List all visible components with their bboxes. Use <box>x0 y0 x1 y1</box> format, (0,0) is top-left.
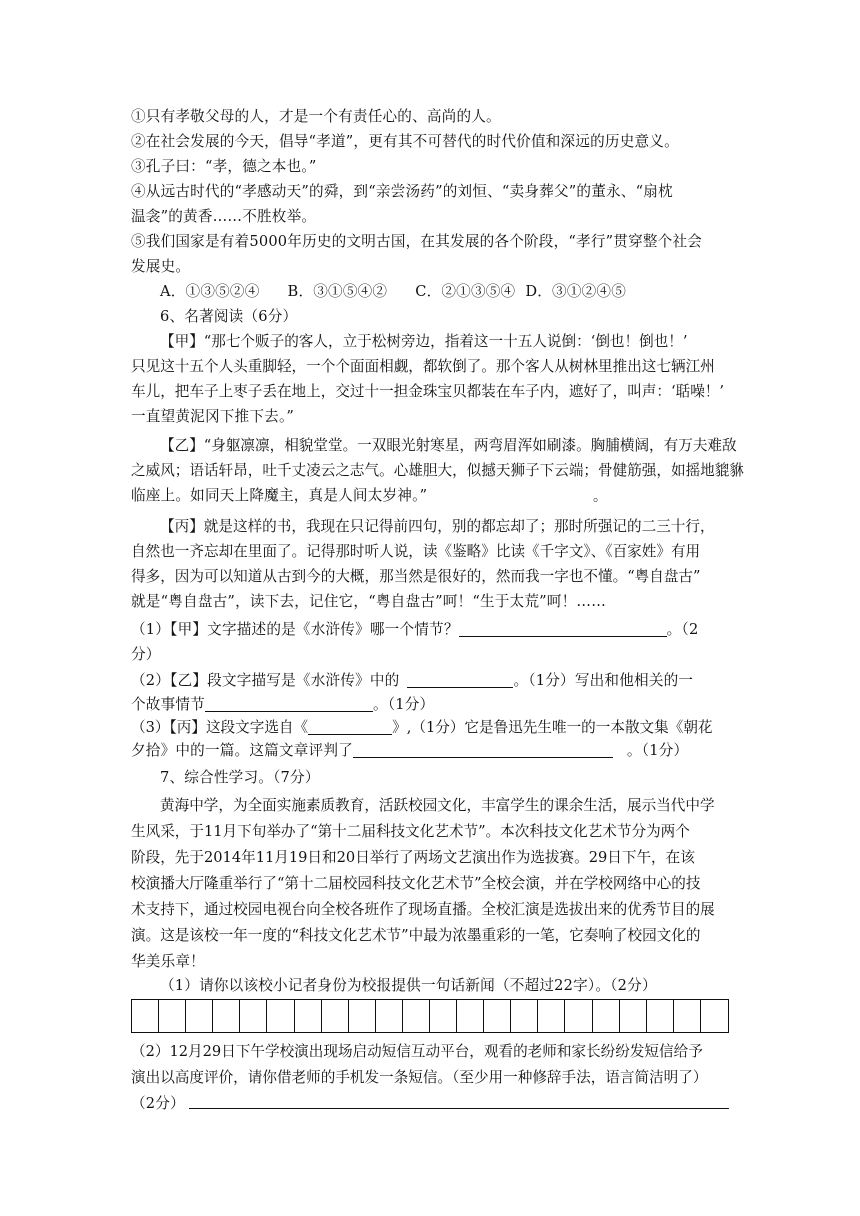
grid-cell[interactable] <box>132 1000 159 1032</box>
q7-para-line-1: 黄海中学，为全面实施素质教育，活跃校园文化，丰富学生的课余生活，展示当代中学 <box>160 797 715 814</box>
q6-heading: 6、名著阅读（6分） <box>160 308 298 325</box>
sms-answer-line[interactable] <box>189 1108 729 1109</box>
q6-bing-line-4: 就是“粤自盘古”，读下去，记住它，“粤自盘古”呵！“生于太荒”呵！…… <box>131 593 606 610</box>
q6-sub3-line-2 <box>131 741 731 761</box>
option-a[interactable]: A．①③⑤②④ <box>160 283 260 300</box>
q6-sub3-line-1 <box>131 718 731 738</box>
q6-sub3-score: 。（1分） <box>626 742 689 759</box>
grid-cell[interactable] <box>322 1000 349 1032</box>
q7-para-line-4: 校演播大厅隆重举行了“第十二届校园科技文化艺术节”全校会演，并在学校网络中心的技 <box>131 875 701 892</box>
grid-cell[interactable] <box>186 1000 213 1032</box>
q6-jia-line-2: 只见这十五个人头重脚轻，一个个面面相觑，都软倒了。那个客人从树林里推出这七辆江州 <box>131 358 715 375</box>
q6-sub1-question: （1）【甲】文字描述的是《水浒传》哪一个情节？ <box>131 621 459 638</box>
grid-cell[interactable] <box>295 1000 322 1032</box>
grid-cell[interactable] <box>647 1000 674 1032</box>
q6-sub3-critique-label: 夕拾》中的一篇。这篇文章评判了 <box>131 742 353 759</box>
q6-yi-line-2: 之威风；语话轩昂，吐千丈凌云之志气。心雄胆大，似撼天狮子下云端；骨健筋强，如摇地貔貅 <box>131 462 744 479</box>
item-2: ②在社会发展的今天，倡导“孝道”，更有其不可替代的时代价值和深远的历史意义。 <box>131 133 679 150</box>
q7-sub2-line-3: （2分） <box>131 1095 185 1112</box>
grid-cell[interactable] <box>593 1000 620 1032</box>
q6-sub1-answer-blank[interactable] <box>459 620 667 637</box>
grid-cell[interactable] <box>403 1000 430 1032</box>
q6-sub2-line-2 <box>131 695 731 715</box>
q7-sub1: （1）请你以该校小记者身份为校报提供一句话新闻（不超过22字）。（2分） <box>160 977 657 994</box>
news-answer-grid[interactable] <box>131 999 729 1033</box>
q6-sub2-question: （2）【乙】段文字描写是《水浒传》中的 <box>131 672 400 689</box>
option-b[interactable]: B．③①⑤④② <box>287 283 388 300</box>
q7-heading: 7、综合性学习。（7分） <box>160 769 320 786</box>
grid-cell[interactable] <box>240 1000 267 1032</box>
grid-cell[interactable] <box>620 1000 647 1032</box>
grid-cell[interactable] <box>511 1000 538 1032</box>
q6-sub1-score-cont: 分） <box>131 646 161 663</box>
q6-sub1 <box>131 620 731 640</box>
grid-cell[interactable] <box>538 1000 565 1032</box>
q7-sub2-line-2: 演出以高度评价，请你借老师的手机发一条短信。（至少用一种修辞手法，语言简洁明了） <box>131 1069 708 1086</box>
grid-cell[interactable] <box>159 1000 186 1032</box>
q6-sub3-followup: 》,（1分）它是鲁迅先生唯一的一本散文集《朝花 <box>392 719 713 736</box>
grid-cell[interactable] <box>376 1000 403 1032</box>
q7-para-line-7: 华美乐章！ <box>131 953 205 970</box>
grid-cell[interactable] <box>349 1000 376 1032</box>
q6-sub3-question: （3）【丙】这段文字选自《 <box>131 719 309 736</box>
q6-jia-line-3: 车儿，把车子上枣子丢在地上，交过十一担金珠宝贝都装在车子内，遮好了，叫声：‘聒噪！’ <box>131 383 725 400</box>
q6-bing-line-3: 得多，因为可以知道从古到今的大概，那当然是很好的，然而我一字也不懂。“粤自盘古” <box>131 568 701 585</box>
grid-cell[interactable] <box>484 1000 511 1032</box>
q6-jia-line-4: 一直望黄泥冈下推下去。” <box>131 408 295 425</box>
q6-yi-line-3: 临座上。如同天上降魔主，真是人间太岁神。” <box>131 487 428 504</box>
q6-sub2-story-label: 个故事情节 <box>131 696 205 713</box>
stray-period: 。 <box>593 489 607 505</box>
item-1: ①只有孝敬父母的人，才是一个有责任心的、高尚的人。 <box>131 108 501 125</box>
q6-sub2-story-blank[interactable] <box>205 695 373 712</box>
q7-para-line-5: 术支持下，通过校园电视台向全校各班作了现场直播。全校汇演是选拔出来的优秀节目的展 <box>131 901 715 918</box>
q7-para-line-2: 生风采，于11月下旬举办了“第十二届科技文化艺术节”。本次科技文化艺术节分为两个 <box>131 823 690 840</box>
q6-bing-line-2: 自然也一齐忘却在里面了。记得那时听人说，读《鉴略》比读《千字文》、《百家姓》有用 <box>131 543 701 560</box>
q6-sub1-score: 。（2 <box>666 621 699 638</box>
q6-sub2-followup: 。（1分）写出和他相关的一 <box>513 672 694 689</box>
q7-para-line-6: 演。这是该校一年一度的“科技文化艺术节”中最为浓墨重彩的一笔，它奏响了校园文化的 <box>131 927 701 944</box>
item-5-line-1: ⑤我们国家是有着5000年历史的文明古国，在其发展的各个阶段，“孝行”贯穿整个社会 <box>131 233 703 250</box>
q6-jia-line-1: 【甲】“那七个贩子的客人，立于松树旁边，指着这一十五人说倒：‘倒也！倒也！’ <box>160 333 688 350</box>
answer-options <box>160 282 760 302</box>
q6-sub3-title-blank[interactable] <box>308 718 392 735</box>
q6-yi-line-1: 【乙】“身躯凛凛，相貌堂堂。一双眼光射寒星，两弯眉浑如刷漆。胸脯横阔，有万夫难敌 <box>160 437 737 454</box>
q6-sub2-score: 。（1分） <box>372 696 435 713</box>
item-4-line-1: ④从远古时代的“孝感动天”的舜，到“亲尝汤药”的刘恒、“卖身葬父”的董永、“扇枕 <box>131 183 673 200</box>
grid-cell[interactable] <box>701 1000 728 1032</box>
grid-cell[interactable] <box>213 1000 240 1032</box>
q7-sub2-line-1: （2）12月29日下午学校演出现场启动短信互动平台，观看的老师和家长纷纷发短信给予 <box>131 1043 703 1060</box>
grid-cell[interactable] <box>430 1000 457 1032</box>
q6-sub3-critique-blank[interactable] <box>353 741 613 758</box>
option-d[interactable]: D．③①②④⑤ <box>525 283 627 300</box>
option-c[interactable]: C．②①③⑤④ <box>415 283 516 300</box>
item-3: ③孔子曰：“孝，德之本也。” <box>131 158 317 175</box>
q6-sub2-line-1 <box>131 671 731 691</box>
grid-cell[interactable] <box>565 1000 592 1032</box>
grid-cell[interactable] <box>267 1000 294 1032</box>
q7-para-line-3: 阶段，先于2014年11月19日和20日举行了两场文艺演出作为选拔赛。29日下午，在该 <box>131 849 695 866</box>
grid-cell[interactable] <box>674 1000 701 1032</box>
item-4-line-2: 温衾”的黄香……不胜枚举。 <box>131 208 317 225</box>
q6-sub2-character-blank[interactable] <box>407 671 513 688</box>
q6-bing-line-1: 【丙】就是这样的书，我现在只记得前四句，别的都忘却了；那时所强记的二三十行， <box>160 518 715 535</box>
item-5-line-2: 发展史。 <box>131 258 191 275</box>
grid-cell[interactable] <box>457 1000 484 1032</box>
